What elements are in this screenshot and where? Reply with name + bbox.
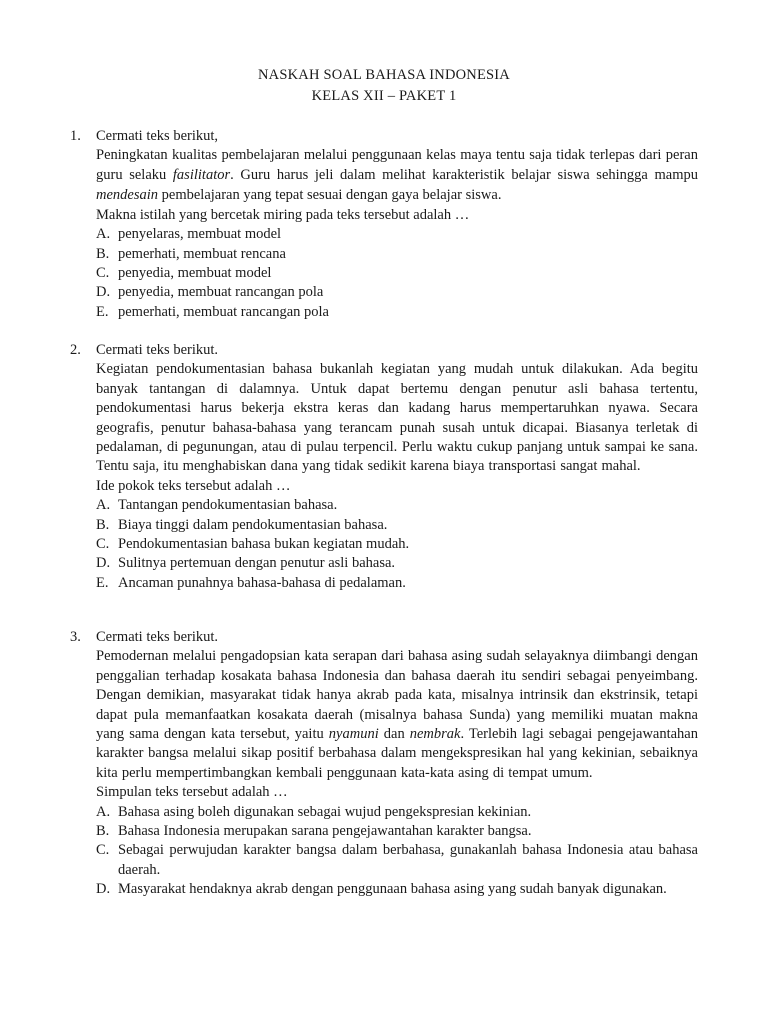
question-body (70, 127, 698, 322)
option-text: Masyarakat hendaknya akrab dengan penggunaan bahasa asing yang sudah banyak digunakan. (118, 881, 667, 898)
question-body (70, 628, 698, 900)
answer-option[interactable] (96, 245, 698, 264)
passage-text: . Terlebih lagi sebagai pengejawantahan karakter bangsa melalui sikap positif berbahasa dalam mengekspresikan hal yang kekinian, sebaiknya kita perlu mempertimbangkan kembali penggunaan kata-kata asing di tempat umum. (96, 726, 698, 781)
question-instruction: Cermati teks berikut, (96, 128, 219, 144)
option-letter: C. (96, 842, 110, 859)
answer-option[interactable] (96, 822, 698, 841)
question-body (70, 341, 698, 593)
option-letter: C. (96, 265, 110, 282)
question-2 (70, 341, 698, 593)
option-letter: D. (96, 284, 111, 301)
option-letter: B. (96, 823, 110, 840)
option-text: penyedia, membuat model (118, 265, 272, 282)
question-number: 3. (70, 629, 81, 645)
question-passage (96, 647, 698, 783)
answer-option[interactable] (96, 554, 698, 573)
document-subtitle: KELAS XII – PAKET 1 (311, 88, 457, 104)
option-text: Sulitnya pertemuan dengan penutur asli bahasa. (118, 555, 396, 572)
option-letter: B. (96, 245, 110, 262)
question-number: 1. (70, 128, 81, 144)
answer-options (96, 225, 698, 322)
question-passage: Kegiatan pendokumentasian bahasa bukanlah kegiatan yang mudah untuk dilakukan. Ada begitu banyak tantangan di dalamnya. Untuk dapat bertemu dengan penutur asli bahasa tertentu, pendokumentasi harus bekerja ekstra keras dan kadang harus mempertaruhkan nyawa. Secara geografis, penutur bahasa-bahasa yang terancam punah susah untuk dicapai. Biasanya terletak di pedalaman, di pegunungan, atau di pulau terpencil. Perlu waktu cukup panjang untuk sampai ke sana. Tentu saja, itu menghabiskan dana yang tidak sedikit karena biaya transportasi sangat mahal. (96, 361, 698, 475)
option-letter: B. (96, 516, 110, 533)
passage-text: Pemodernan melalui pengadopsian kata serapan dari bahasa asing sudah selayaknya diimbangi dengan penggalian terhadap kosakata bahasa Indonesia dan bahasa daerah itu sendiri sebagai penyeimbang. Dengan demikian, masyarakat tidak hanya akrab pada kata, misalnya intrinsik dan ekstrinsik, tetapi dapat pula memanfaatkan kosakata daerah (misalnya bahasa Sunda) yang memiliki muatan makna yang sama dengan kata tersebut, yaitu (96, 648, 698, 743)
answer-option[interactable] (96, 880, 698, 899)
answer-options (96, 803, 698, 900)
question-prompt: Ide pokok teks tersebut adalah … (96, 477, 291, 494)
option-text: pemerhati, membuat rencana (118, 245, 286, 262)
answer-option[interactable] (96, 264, 698, 283)
passage-italic-term: fasilitator (172, 167, 231, 184)
question-number: 2. (70, 342, 81, 358)
option-text: Bahasa asing boleh digunakan sebagai wujud pengekspresian kekinian. (118, 803, 532, 820)
passage-text: Peningkatan kualitas pembelajaran melalui penggunaan kelas maya tentu saja tidak terlepas dari peran guru selaku (96, 147, 698, 184)
passage-italic-term: nyamuni (328, 726, 379, 743)
option-letter: A. (96, 497, 111, 514)
passage-italic-term: mendesain (96, 187, 159, 203)
answer-option[interactable] (96, 516, 698, 535)
option-letter: E. (96, 303, 109, 320)
passage-text: pembelajaran yang tepat sesuai dengan gaya belajar siswa. (158, 187, 502, 203)
answer-option[interactable] (96, 283, 698, 302)
option-text: Sebagai perwujudan karakter bangsa dalam berbahasa, gunakanlah bahasa Indonesia atau bahasa daerah. (118, 842, 698, 878)
question-1 (70, 127, 698, 322)
option-text: Ancaman punahnya bahasa-bahasa di pedalaman. (118, 574, 406, 591)
option-letter: D. (96, 555, 111, 572)
answer-option[interactable] (96, 303, 698, 322)
option-text: Tantangan pendokumentasian bahasa. (118, 497, 338, 514)
answer-option[interactable] (96, 535, 698, 554)
document-title: NASKAH SOAL BAHASA INDONESIA (258, 67, 510, 83)
question-instruction: Cermati teks berikut. (96, 629, 219, 645)
option-text: penyedia, membuat rancangan pola (118, 284, 324, 301)
passage-text: dan (378, 726, 410, 743)
answer-options (96, 496, 698, 593)
answer-option[interactable] (96, 574, 698, 593)
option-text: penyelaras, membuat model (118, 226, 282, 243)
option-letter: A. (96, 226, 111, 243)
answer-option[interactable] (96, 803, 698, 822)
option-letter: A. (96, 803, 111, 820)
question-passage (96, 146, 698, 205)
option-letter: C. (96, 536, 110, 553)
option-text: Bahasa Indonesia merupakan sarana pengejawantahan karakter bangsa. (118, 823, 532, 840)
answer-option[interactable] (96, 225, 698, 244)
option-letter: E. (96, 574, 109, 591)
answer-option[interactable] (96, 841, 698, 880)
answer-option[interactable] (96, 496, 698, 515)
option-text: Biaya tinggi dalam pendokumentasian bahasa. (118, 516, 388, 533)
option-letter: D. (96, 881, 111, 898)
option-text: pemerhati, membuat rancangan pola (118, 303, 329, 320)
question-prompt: Simpulan teks tersebut adalah … (96, 784, 288, 801)
passage-text: . Guru harus jeli dalam melihat karakteristik belajar siswa sehingga mampu (230, 167, 698, 184)
question-instruction: Cermati teks berikut. (96, 342, 219, 358)
option-text: Pendokumentasian bahasa bukan kegiatan mudah. (118, 536, 410, 553)
passage-italic-term: nembrak (409, 726, 461, 743)
question-prompt: Makna istilah yang bercetak miring pada teks tersebut adalah … (96, 206, 470, 223)
question-3 (70, 628, 698, 900)
